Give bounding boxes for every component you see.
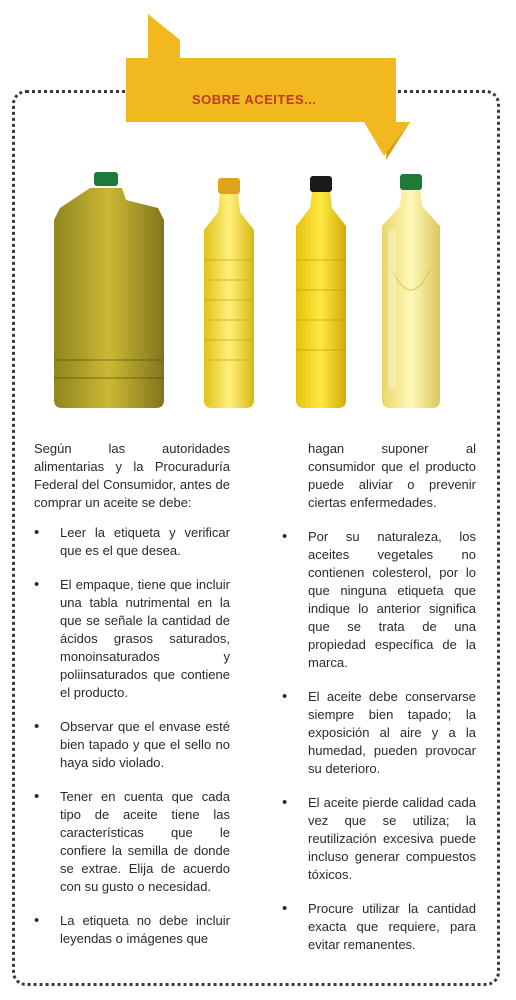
list-item: • Por su naturaleza, los aceites vegetales no contienen colesterol, por lo que ninguna etiqueta que indique lo anterior significa que se trata de una propiedad específica de la marca. xyxy=(282,528,476,672)
bullet-list-right xyxy=(282,528,476,954)
list-item: • Observar que el envase esté bien tapado y que el sello no haya sido violado. xyxy=(34,718,230,772)
text-column-left xyxy=(34,440,230,964)
bottle-large xyxy=(54,172,164,408)
bottle-medium xyxy=(204,178,254,408)
ribbon-body xyxy=(126,58,396,122)
bullet-list-left xyxy=(34,524,230,948)
oil-bottles-image xyxy=(40,160,480,420)
bottle-black-cap xyxy=(296,176,346,408)
ribbon-banner xyxy=(120,10,420,170)
bottle-green-cap xyxy=(382,174,440,408)
list-item: • La etiqueta no debe incluir leyendas o imágenes que xyxy=(34,912,230,948)
continued-paragraph: hagan suponer al consumidor que el producto puede aliviar o prevenir ciertas enfermedades. xyxy=(308,441,476,510)
list-item: • Tener en cuenta que cada tipo de aceite tiene las características que le confiere la semilla de donde se extrae. Elija de acuerdo con su gusto o necesidad. xyxy=(34,788,230,896)
ribbon-left-tail xyxy=(148,14,180,62)
page-title: SOBRE ACEITES... xyxy=(192,92,317,107)
list-item: • El aceite pierde calidad cada vez que se utiliza; la reutilización excesiva puede incluso generar compuestos tóxicos. xyxy=(282,794,476,884)
intro-paragraph: Según las autoridades alimentarias y la Procuraduría Federal del Consumidor, antes de comprar un aceite se debe: xyxy=(34,441,230,510)
text-column-right xyxy=(282,440,476,970)
list-item: • El empaque, tiene que incluir una tabla nutrimental en la que se señale la cantidad de ácidos grasos saturados, monoinsaturados y poliinsaturados que contiene el producto. xyxy=(34,576,230,702)
ribbon-right-tail xyxy=(364,122,410,156)
list-item: • El aceite debe conservarse siempre bien tapado; la exposición al aire y a la humedad, pueden provocar su deterioro. xyxy=(282,688,476,778)
list-item: • Procure utilizar la cantidad exacta que requiere, para evitar remanentes. xyxy=(282,900,476,954)
list-item: • Leer la etiqueta y verificar que es el que desea. xyxy=(34,524,230,560)
